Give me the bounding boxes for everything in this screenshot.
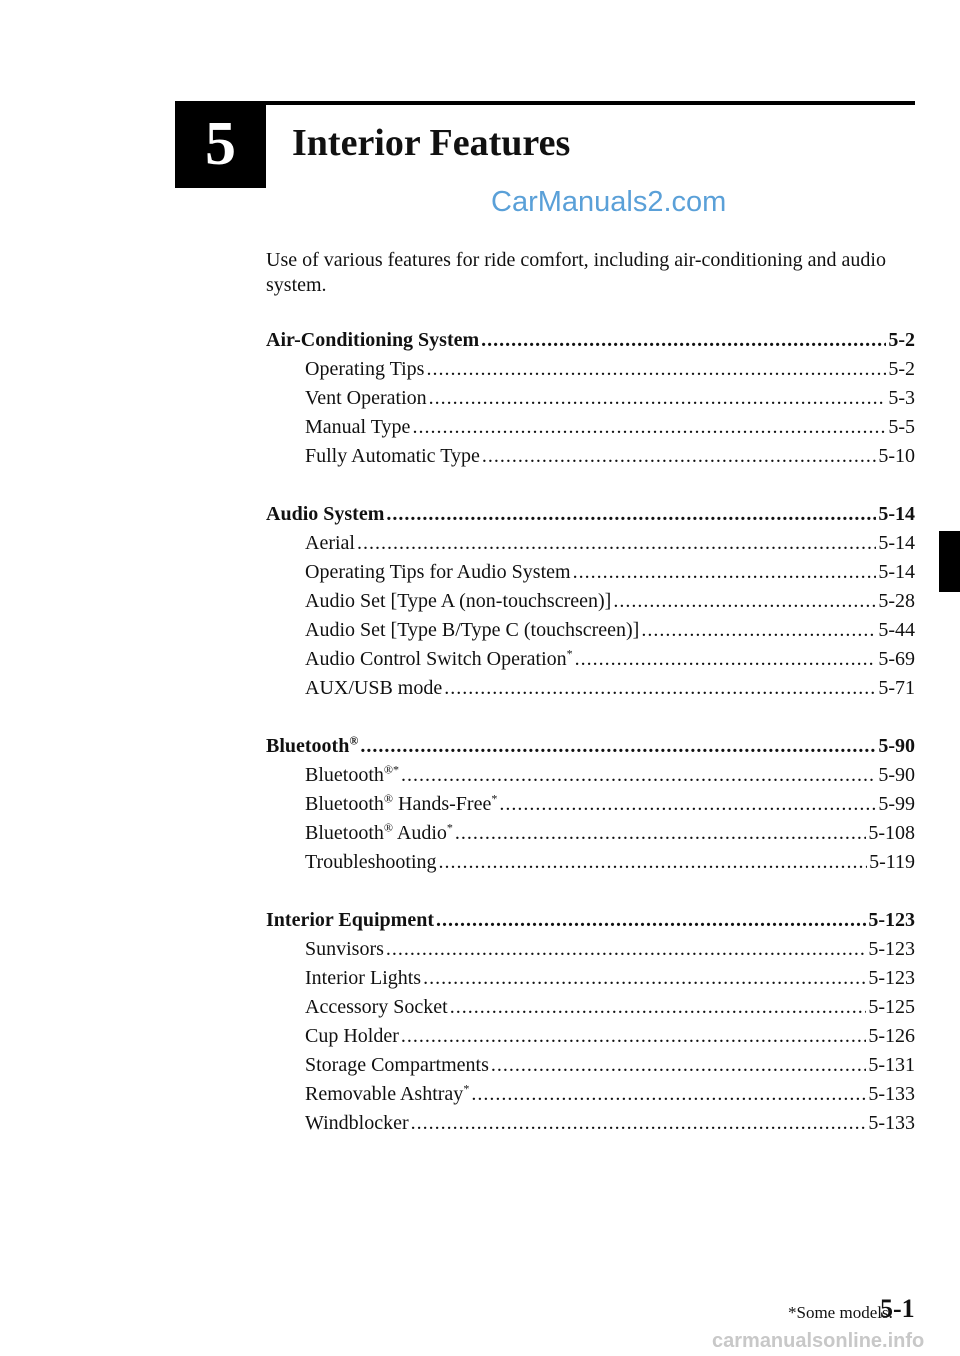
toc-entry-label xyxy=(305,819,453,848)
toc-entry-text: Storage Compartments xyxy=(305,1054,489,1076)
toc-leader-dots xyxy=(455,819,866,848)
toc-entry-page: 5-126 xyxy=(868,1025,915,1047)
toc-entry-page: 5-44 xyxy=(878,619,915,641)
toc-entry-page: 5-108 xyxy=(868,822,915,844)
toc-section-heading[interactable] xyxy=(266,906,915,935)
toc-leader-dots xyxy=(575,645,877,674)
toc-leader-dots xyxy=(360,732,876,761)
chapter-thumb-tab xyxy=(939,531,960,592)
toc-entry-page: 5-14 xyxy=(878,532,915,554)
toc-section xyxy=(266,732,915,877)
toc-entry[interactable] xyxy=(266,645,915,674)
toc-entry[interactable] xyxy=(266,384,915,413)
toc-section-heading[interactable] xyxy=(266,732,915,761)
toc-section-title xyxy=(266,500,384,529)
toc-entry-sup: * xyxy=(566,646,573,661)
toc-section-title xyxy=(266,906,434,935)
toc-entry-sup-2: * xyxy=(491,791,498,806)
toc-leader-dots xyxy=(471,1080,866,1109)
toc-entry-text-2: Audio xyxy=(393,822,447,844)
toc-entry-text: Operating Tips xyxy=(305,358,425,380)
toc-entry-text: Sunvisors xyxy=(305,938,384,960)
toc-entry-page: 5-123 xyxy=(868,938,915,960)
toc-entry-page: 5-99 xyxy=(878,793,915,815)
toc-entry[interactable] xyxy=(266,1051,915,1080)
toc-entry-text: Bluetooth xyxy=(305,764,384,786)
toc-entry-page: 5-125 xyxy=(868,996,915,1018)
toc-entry[interactable] xyxy=(266,819,915,848)
chapter-title: Interior Features xyxy=(292,122,571,164)
chapter-number: 5 xyxy=(205,110,236,178)
toc-leader-dots xyxy=(482,442,876,471)
toc-entry[interactable] xyxy=(266,442,915,471)
page-number: 5-1 xyxy=(880,1294,915,1323)
chapter-number-box xyxy=(175,101,266,188)
toc-entry-text: Removable Ashtray xyxy=(305,1083,464,1105)
toc-entry[interactable] xyxy=(266,1022,915,1051)
toc-entry-page: 5-123 xyxy=(868,967,915,989)
toc-entry-sup: ® xyxy=(383,791,394,806)
toc-entry-page: 5-133 xyxy=(868,1083,915,1105)
toc-entry-label xyxy=(305,1109,409,1138)
toc-leader-dots xyxy=(641,616,876,645)
toc-entry[interactable] xyxy=(266,529,915,558)
toc-entry-text: Vent Operation xyxy=(305,387,427,409)
toc-section-title xyxy=(266,732,358,761)
toc-entry-text: Bluetooth xyxy=(305,822,384,844)
toc-entry-page: 5-133 xyxy=(868,1112,915,1134)
toc-leader-dots xyxy=(439,848,868,877)
toc-section-title-text: Bluetooth xyxy=(266,735,350,757)
toc-entry-label xyxy=(305,1022,399,1051)
toc-entry-text: Windblocker xyxy=(305,1112,409,1134)
toc-leader-dots xyxy=(426,355,886,384)
toc-entry-label xyxy=(305,645,573,674)
toc-leader-dots xyxy=(386,935,866,964)
toc-leader-dots xyxy=(401,1022,866,1051)
toc-entry-sup: ® xyxy=(383,820,394,835)
toc-entry-text: Audio Set [Type B/Type C (touchscreen)] xyxy=(305,619,640,641)
toc-section-page: 5-123 xyxy=(868,909,915,931)
toc-leader-dots xyxy=(436,906,866,935)
toc-entry-page: 5-3 xyxy=(888,387,915,409)
toc-entry[interactable] xyxy=(266,993,915,1022)
toc-entry-text: Interior Lights xyxy=(305,967,422,989)
toc-entry-page: 5-119 xyxy=(869,851,915,873)
toc-leader-dots xyxy=(444,674,876,703)
toc-entry-label xyxy=(305,413,410,442)
toc-entry-label xyxy=(305,790,497,819)
toc-section-title-text: Air-Conditioning System xyxy=(266,329,480,351)
toc-entry[interactable] xyxy=(266,935,915,964)
toc-entry[interactable] xyxy=(266,1080,915,1109)
toc-section-title-text: Interior Equipment xyxy=(266,909,434,931)
toc-leader-dots xyxy=(411,1109,867,1138)
toc-leader-dots xyxy=(401,761,876,790)
toc-entry-page: 5-5 xyxy=(888,416,915,438)
toc-entry-label xyxy=(305,761,399,790)
watermark-bottom: carmanualsonline.info xyxy=(712,1330,925,1352)
toc-entry-label xyxy=(305,616,639,645)
toc-entry-page: 5-69 xyxy=(878,648,915,670)
toc-entry-label xyxy=(305,964,421,993)
toc-entry-text: Audio Set [Type A (non-touchscreen)] xyxy=(305,590,612,612)
toc-entry[interactable] xyxy=(266,413,915,442)
toc-leader-dots xyxy=(573,558,877,587)
toc-entry-label xyxy=(305,1080,469,1109)
watermark-logo-top: CarManuals2.com xyxy=(491,186,727,218)
toc-entry[interactable] xyxy=(266,616,915,645)
toc-entry-text: Audio Control Switch Operation xyxy=(305,648,567,670)
toc-section-title xyxy=(266,326,479,355)
toc-leader-dots xyxy=(481,326,886,355)
toc-leader-dots xyxy=(499,790,876,819)
table-of-contents xyxy=(266,326,915,1167)
toc-entry-text-2: Hands-Free xyxy=(393,793,492,815)
toc-entry-sup-2: * xyxy=(446,820,453,835)
toc-entry[interactable] xyxy=(266,761,915,790)
toc-leader-dots xyxy=(423,964,866,993)
toc-entry[interactable] xyxy=(266,355,915,384)
toc-entry-sup: ®* xyxy=(383,762,400,777)
toc-section xyxy=(266,906,915,1138)
toc-entry-text: Cup Holder xyxy=(305,1025,399,1047)
toc-section xyxy=(266,500,915,703)
toc-entry-label xyxy=(305,674,442,703)
toc-entry-text: Operating Tips for Audio System xyxy=(305,561,571,583)
toc-leader-dots xyxy=(386,500,876,529)
toc-entry-label xyxy=(305,587,611,616)
toc-entry-label xyxy=(305,993,448,1022)
toc-entry[interactable] xyxy=(266,587,915,616)
toc-leader-dots xyxy=(412,413,886,442)
toc-entry-text: Accessory Socket xyxy=(305,996,448,1018)
toc-section-heading[interactable] xyxy=(266,500,915,529)
toc-section-title-text: Audio System xyxy=(266,503,385,525)
toc-entry-label xyxy=(305,848,437,877)
toc-entry-label xyxy=(305,558,571,587)
toc-entry-label xyxy=(305,442,480,471)
toc-entry-text: Manual Type xyxy=(305,416,411,438)
toc-entry-sup: * xyxy=(463,1081,470,1096)
toc-leader-dots xyxy=(429,384,887,413)
toc-entry-page: 5-2 xyxy=(888,358,915,380)
toc-section-title-sup: ® xyxy=(349,733,359,748)
toc-entry-label xyxy=(305,529,355,558)
toc-entry-page: 5-131 xyxy=(868,1054,915,1076)
toc-section-page: 5-14 xyxy=(878,503,915,525)
toc-leader-dots xyxy=(450,993,867,1022)
chapter-intro: Use of various features for ride comfort, including air-conditioning and audio system. xyxy=(266,249,886,296)
toc-entry-text: AUX/USB mode xyxy=(305,677,443,699)
toc-section xyxy=(266,326,915,471)
toc-entry-page: 5-90 xyxy=(878,764,915,786)
toc-leader-dots xyxy=(357,529,876,558)
toc-entry-text: Aerial xyxy=(305,532,355,554)
title-rule xyxy=(266,101,915,105)
toc-entry-label xyxy=(305,935,384,964)
toc-entry-text: Bluetooth xyxy=(305,793,384,815)
toc-entry-page: 5-28 xyxy=(878,590,915,612)
toc-entry-page: 5-71 xyxy=(878,677,915,699)
toc-entry[interactable] xyxy=(266,674,915,703)
toc-section-page: 5-2 xyxy=(888,329,915,351)
toc-entry[interactable] xyxy=(266,790,915,819)
toc-entry-text: Troubleshooting xyxy=(305,851,437,873)
toc-entry[interactable] xyxy=(266,848,915,877)
toc-entry[interactable] xyxy=(266,1109,915,1138)
toc-leader-dots xyxy=(613,587,876,616)
toc-entry[interactable] xyxy=(266,558,915,587)
toc-leader-dots xyxy=(491,1051,866,1080)
toc-section-page: 5-90 xyxy=(878,735,915,757)
toc-entry[interactable] xyxy=(266,964,915,993)
toc-entry-page: 5-10 xyxy=(878,445,915,467)
footnote: *Some models. xyxy=(788,1303,893,1322)
toc-entry-label xyxy=(305,384,427,413)
toc-entry-text: Fully Automatic Type xyxy=(305,445,480,467)
toc-section-heading[interactable] xyxy=(266,326,915,355)
toc-entry-page: 5-14 xyxy=(878,561,915,583)
toc-entry-label xyxy=(305,1051,489,1080)
toc-entry-label xyxy=(305,355,424,384)
